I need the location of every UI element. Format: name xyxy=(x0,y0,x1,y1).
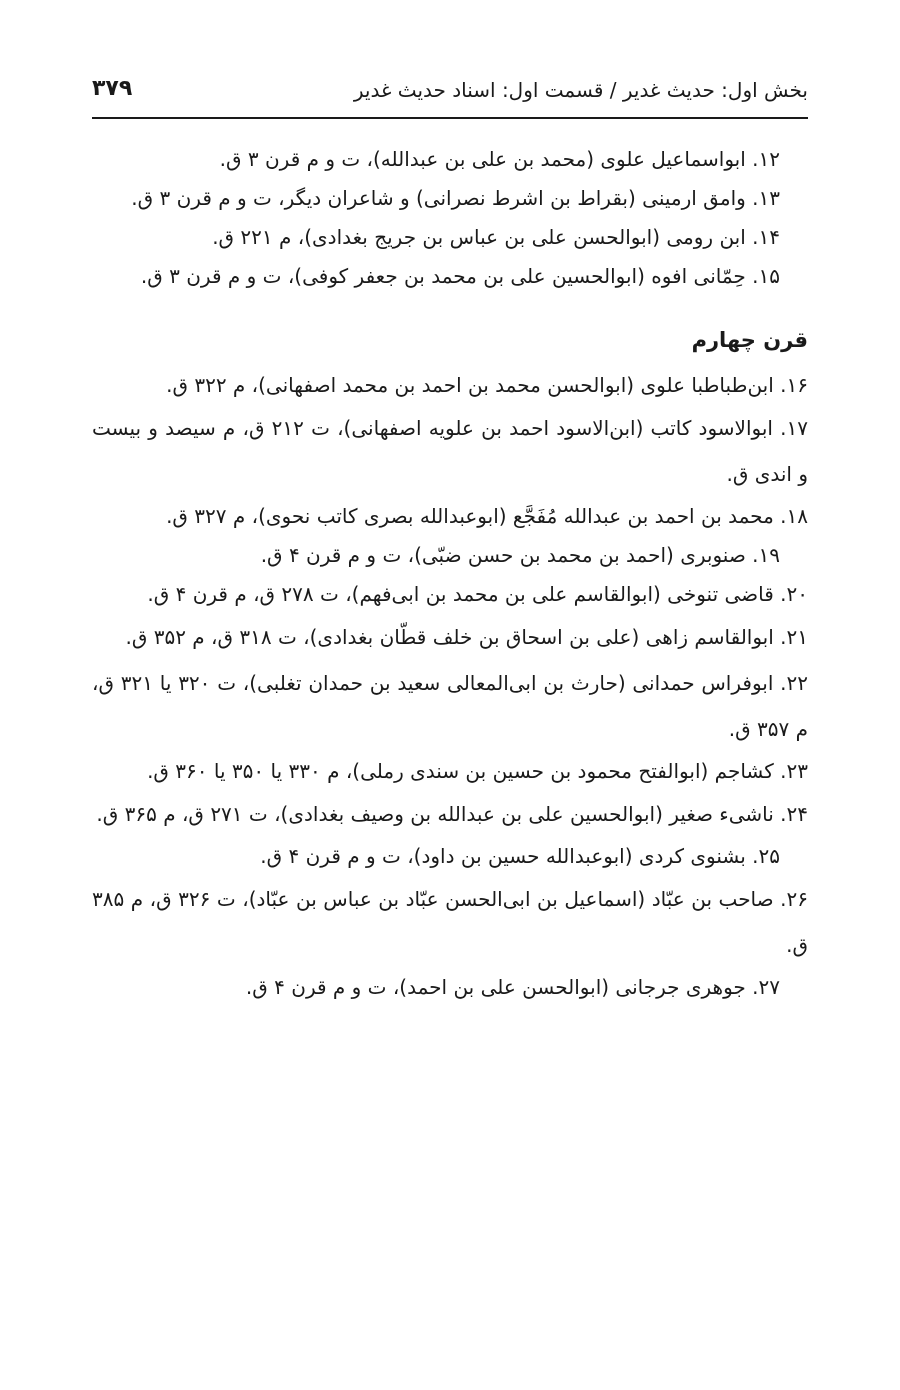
list-item-12: ۱۲. ابواسماعیل علوی (محمد بن علی بن عبدالله)، ت و م قرن ۳ ق. xyxy=(219,147,780,171)
list-item-16: ۱۶. ابن‌طباطبا علوی (ابوالحسن محمد بن احمد بن محمد اصفهانی)، م ۳۲۲ ق. xyxy=(166,373,808,397)
list-item-27: ۲۷. جوهری جرجانی (ابوالحسن علی بن احمد)، ت و م قرن ۴ ق. xyxy=(245,975,780,999)
list-item-15: ۱۵. حِمّانی افوه (ابوالحسین علی بن محمد بن جعفر کوفی)، ت و م قرن ۳ ق. xyxy=(140,264,780,288)
list-item-21: ۲۱. ابوالقاسم زاهی (علی بن اسحاق بن خلف قطّان بغدادی)، ت ۳۱۸ ق، م ۳۵۲ ق. xyxy=(125,625,808,649)
list-item-17: ۱۷. ابوالاسود کاتب (ابن‌الاسود احمد بن علویه اصفهانی)، ت ۲۱۲ ق، م سیصد و بیست و اندی ق. xyxy=(92,416,808,486)
list-item-18: ۱۸. محمد بن احمد بن عبدالله مُفَجَّع (ابوعبدالله بصری کاتب نحوی)، م ۳۲۷ ق. xyxy=(166,504,808,528)
list-item-26: ۲۶. صاحب بن عبّاد (اسماعیل بن ابی‌الحسن عبّاد بن عباس بن عبّاد)، ت ۳۲۶ ق، م ۳۸۵ ق. xyxy=(92,887,808,957)
list-item-25: ۲۵. بشنوی کردی (ابوعبدالله حسین بن داود)، ت و م قرن ۴ ق. xyxy=(260,844,780,868)
list-item-13: ۱۳. وامق ارمینی (بقراط بن اشرط نصرانی) و شاعران دیگر، ت و م قرن ۳ ق. xyxy=(131,186,780,210)
page-number: ۳۷۹ xyxy=(92,76,133,101)
list-item-20: ۲۰. قاضی تنوخی (ابوالقاسم علی بن محمد بن ابی‌فهم)، ت ۲۷۸ ق، م قرن ۴ ق. xyxy=(147,582,808,606)
section-heading: قرن چهارم xyxy=(691,328,808,352)
list-item-19: ۱۹. صنوبری (احمد بن محمد بن حسن ضبّی)، ت و م قرن ۴ ق. xyxy=(260,543,780,567)
running-header xyxy=(92,76,808,116)
running-title: بخش اول: حدیث غدیر / قسمت اول: اسناد حدیث غدیر xyxy=(353,78,808,102)
body-text xyxy=(92,140,808,1007)
list-item-22: ۲۲. ابوفراس حمدانی (حارث بن ابی‌المعالی سعید بن حمدان تغلبی)، ت ۳۲۰ یا ۳۲۱ ق، م ۳۵۷ ق. xyxy=(92,671,809,741)
list-item-23: ۲۳. کشاجم (ابوالفتح محمود بن حسین بن سندی رملی)، م ۳۳۰ یا ۳۵۰ یا ۳۶۰ ق. xyxy=(147,759,808,783)
book-page xyxy=(92,0,808,1390)
list-item-24: ۲۴. ناشیء صغیر (ابوالحسین علی بن عبدالله بن وصیف بغدادی)، ت ۲۷۱ ق، م ۳۶۵ ق. xyxy=(96,802,808,826)
list-item-14: ۱۴. ابن رومی (ابوالحسن علی بن عباس بن جریج بغدادی)، م ۲۲۱ ق. xyxy=(212,225,780,249)
header-rule xyxy=(92,117,808,119)
